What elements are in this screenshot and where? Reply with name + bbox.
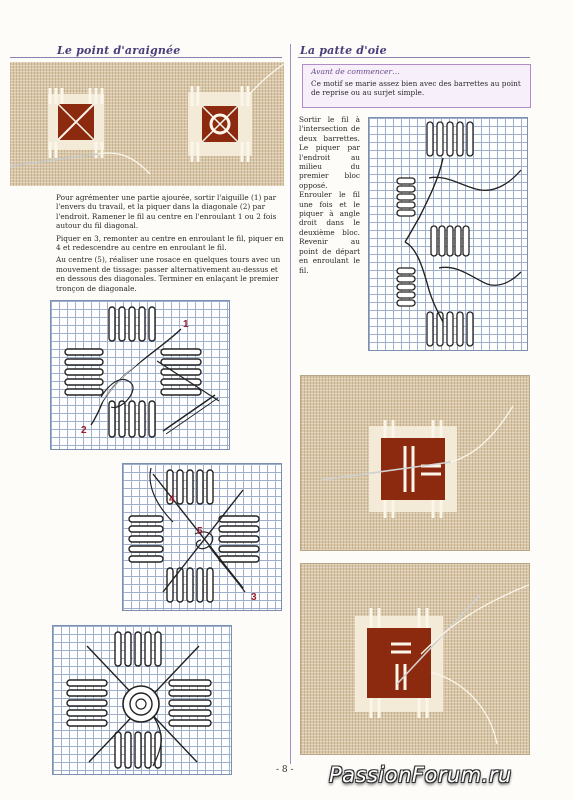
avant-text: Ce motif se marie assez bien avec des barrettes au point de reprise ou au surjet simple. [311, 79, 521, 98]
right-title-rule [298, 57, 530, 58]
label-2: 2 [81, 425, 87, 436]
patte-oie-diagram [368, 117, 528, 351]
diagram-step-1 [50, 300, 230, 450]
watermark: PassionForum.ru [329, 763, 512, 787]
label-4: 4 [169, 494, 175, 505]
paragraph-3: Au centre (5), réaliser une rosace en quelques tours avec un mouvement de tissage: passer alternativement au-dessus et en dessous des diagonales. Terminer en enlaçant le premier tronçon de diagonale. [56, 255, 281, 293]
patte-oie-photo-2-art [301, 564, 530, 755]
patte-oie-photo-2 [300, 563, 530, 755]
diagram-step-3 [52, 625, 232, 775]
diagram-step-2 [122, 463, 282, 611]
spider-stitch-photo [10, 62, 284, 186]
right-section-title: La patte d'oie [300, 44, 387, 57]
label-1: 1 [183, 319, 189, 330]
label-5: 5 [197, 526, 203, 537]
patte-oie-photo-1 [300, 375, 530, 551]
paragraph-2: Piquer en 3, remonter au centre en enroulant le fil, piquer en 4 et redescendre au centre en enroulant le fil. [56, 233, 284, 253]
patte-oie-instructions: Sortir le fil à l'intersection de deux barrettes. Le piquer par l'endroit au milieu du premier bloc opposé. Enrouler le fil une fois et le piquer à angle droit dans le deuxième bloc. Revenir au point de départ en enroulant le fil. [299, 115, 360, 275]
left-title-rule [10, 57, 282, 58]
diagram-step-3-art [53, 626, 233, 776]
avant-heading: Avant de commencer… [311, 67, 400, 76]
diagram-step-1-labels [51, 301, 231, 451]
avant-box [302, 64, 531, 108]
paragraph-1: Pour agrémenter une partie ajourée, sortir l'aiguille (1) par l'envers du travail, et la piquer dans la diagonale (2) par l'endroit. Ramener le fil au centre en l'enroulant 1 ou 2 fois autour du fil diagonal. [56, 193, 277, 231]
patte-oie-photo-1-art [301, 376, 530, 551]
spider-stitch-photo-art [10, 62, 284, 186]
label-3: 3 [251, 592, 257, 603]
column-divider [290, 44, 291, 764]
left-section-title: Le point d'araignée [57, 44, 181, 57]
patte-oie-diagram-art [369, 118, 529, 352]
page-number: - 8 - [276, 765, 294, 775]
diagram-step-2-labels [123, 464, 283, 612]
left-text-block [56, 193, 286, 293]
